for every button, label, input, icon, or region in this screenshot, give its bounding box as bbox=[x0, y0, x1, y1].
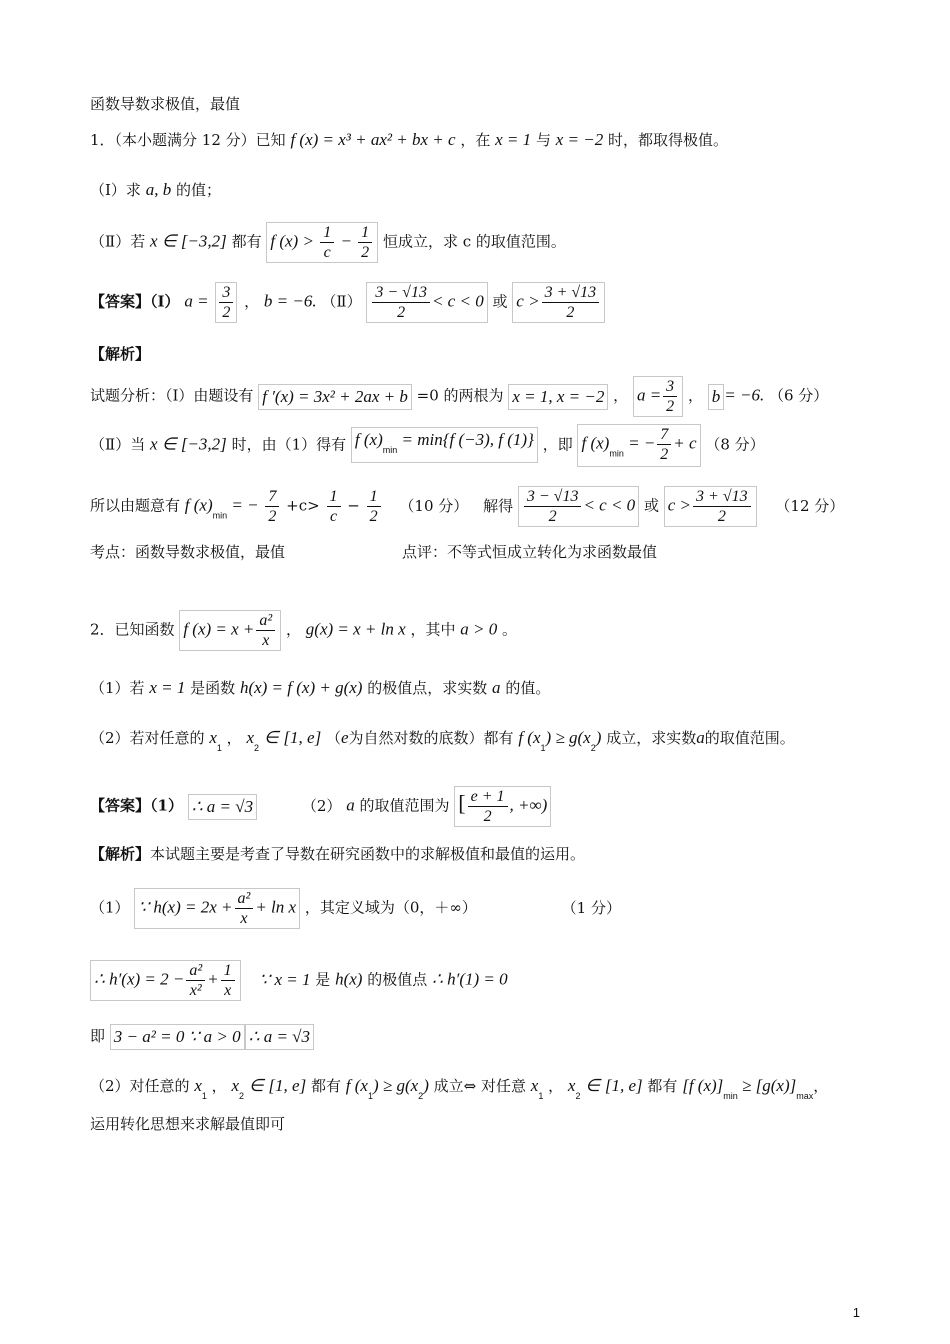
math: [1, e] bbox=[283, 728, 322, 747]
math: x ∈ [−3,2] bbox=[149, 231, 227, 251]
q2-analysis-5: 运用转化思想来求解最值即可 bbox=[90, 1115, 286, 1133]
math: f (x) = x + bbox=[183, 619, 255, 639]
math: x = 1 bbox=[495, 130, 532, 149]
text: − bbox=[347, 496, 360, 515]
math: ∵ h(x) = 2x + bbox=[138, 897, 233, 917]
math: = min{f (−3), f (1)} bbox=[397, 430, 534, 450]
math: x bbox=[530, 1076, 539, 1095]
math: f (x) = x³ + ax² + bx + c bbox=[290, 130, 456, 149]
math: h(x) bbox=[335, 969, 363, 989]
text: 。 bbox=[502, 620, 518, 639]
text: 的极值点 bbox=[367, 970, 428, 989]
math: [f (x)] bbox=[682, 1076, 724, 1095]
math: ∈ bbox=[263, 728, 279, 747]
math: x bbox=[246, 728, 255, 747]
math: [1, e] bbox=[268, 1076, 307, 1095]
text: （2） bbox=[301, 796, 342, 815]
math: ≥ bbox=[737, 1076, 756, 1095]
q2-part1 bbox=[90, 676, 550, 700]
math: ∴ h′(1) = 0 bbox=[432, 969, 508, 989]
math: f (x) bbox=[184, 495, 213, 515]
q1-answer bbox=[90, 282, 605, 323]
fraction: $\frac{7}{2}$ bbox=[265, 487, 279, 526]
text: 的取值范围。 bbox=[704, 729, 795, 747]
fraction: $\frac{e + 1}{2}$ bbox=[468, 787, 508, 826]
answer-label: 【答案】（Ⅰ） bbox=[90, 292, 180, 311]
math: a = bbox=[184, 291, 209, 311]
subscript: 1 bbox=[367, 1091, 373, 1101]
math: < c < 0 bbox=[431, 291, 484, 311]
text: +c> bbox=[286, 496, 320, 515]
math: ∵ x = 1 bbox=[259, 969, 311, 989]
subscript: 2 bbox=[239, 1091, 245, 1101]
score: （10 分） bbox=[399, 496, 469, 515]
text: ，即 bbox=[542, 435, 573, 454]
q2-analysis-3 bbox=[90, 1024, 314, 1050]
math: a bbox=[492, 678, 501, 697]
math: = − bbox=[623, 433, 656, 453]
math: ∈ bbox=[585, 1076, 601, 1095]
subscript: 1 bbox=[538, 1091, 544, 1101]
text: （Ⅱ） bbox=[321, 292, 362, 311]
text: 是 bbox=[315, 970, 331, 989]
text: 的值； bbox=[176, 181, 222, 199]
fraction: $\frac{1}{x}$ bbox=[221, 961, 235, 1000]
text: 试题分析：（Ⅰ）由题设有 bbox=[90, 386, 254, 405]
text: 1．（本小题满分 12 分）已知 bbox=[90, 131, 286, 149]
fraction: $\frac{1}{c}$ bbox=[327, 487, 341, 526]
q1-part1 bbox=[90, 178, 221, 202]
math: a, b bbox=[145, 180, 172, 199]
subscript: min bbox=[723, 1091, 738, 1101]
math: f (x) > bbox=[270, 231, 319, 251]
math: x bbox=[209, 728, 217, 747]
math: a bbox=[696, 728, 705, 747]
text: ，在 bbox=[460, 131, 491, 149]
math: c > bbox=[667, 495, 692, 515]
fraction: $\frac{1}{2}$ bbox=[367, 487, 381, 526]
text: 本试题主要是考查了导数在研究函数中的求解极值和最值的运用。 bbox=[150, 845, 586, 863]
text: 的值。 bbox=[505, 679, 551, 697]
text: 所以由题意有 bbox=[90, 496, 181, 515]
math: ) bbox=[595, 728, 602, 747]
math: ) ≥ g(x bbox=[545, 728, 591, 747]
math: f (x) bbox=[354, 430, 383, 450]
q2-analysis-1 bbox=[90, 888, 621, 929]
text: 恒成立，求 c 的取值范围。 bbox=[382, 232, 566, 251]
subscript: 1 bbox=[216, 743, 222, 753]
text: 2．已知函数 bbox=[90, 620, 175, 639]
math: , +∞) bbox=[509, 795, 548, 815]
q1-kaodian: 考点：函数导数求极值，最值 bbox=[90, 543, 286, 561]
text: 或 bbox=[643, 496, 659, 515]
subscript: min bbox=[609, 448, 624, 459]
text: ， bbox=[813, 1077, 829, 1095]
q1-analysis-3 bbox=[90, 486, 844, 528]
subscript: 2 bbox=[590, 743, 596, 753]
score: （12 分） bbox=[775, 496, 845, 515]
fraction: $\frac{1}{2}$ bbox=[358, 223, 372, 262]
text: 时，都取得极值。 bbox=[608, 131, 729, 149]
text: ， bbox=[226, 729, 242, 747]
math: + c bbox=[673, 433, 697, 453]
math: ) ≥ g(x bbox=[372, 1076, 419, 1095]
page-title: 函数导数求极值，最值 bbox=[90, 95, 241, 113]
math: x ∈ [−3,2] bbox=[149, 434, 227, 454]
fraction: $\frac{3 + √13}{2}$ bbox=[693, 487, 751, 526]
math: a bbox=[346, 795, 355, 815]
text: ， bbox=[286, 620, 302, 639]
subscript: 1 bbox=[540, 743, 546, 753]
text: 的极值点，求实数 bbox=[367, 679, 488, 697]
text: 成立，求实数 bbox=[606, 729, 697, 747]
math: − bbox=[336, 231, 357, 251]
math: f ′(x) = 3x² + 2ax + b bbox=[258, 384, 412, 410]
text: 时，由（1）得有 bbox=[231, 435, 347, 454]
text: （2）对任意的 bbox=[90, 1077, 190, 1095]
text: 的取值范围为 bbox=[359, 796, 450, 815]
subscript: min bbox=[212, 510, 228, 521]
text: ，其定义域为（0，＋∞） bbox=[304, 898, 477, 917]
math: x bbox=[567, 1076, 576, 1095]
text: 成立⇔ 对任意 bbox=[433, 1077, 526, 1095]
math: < c < 0 bbox=[583, 495, 636, 515]
q2-analysis-4 bbox=[90, 1074, 828, 1108]
q2-stem bbox=[90, 610, 517, 651]
text: ， bbox=[244, 292, 260, 311]
subscript: 1 bbox=[201, 1091, 207, 1101]
q1-stem bbox=[90, 128, 728, 152]
math: c > bbox=[516, 291, 540, 311]
text: 是函数 bbox=[190, 679, 236, 697]
math: b = −6. bbox=[263, 291, 317, 311]
math: x bbox=[194, 1076, 202, 1095]
text: 都有 bbox=[231, 232, 262, 251]
text: 或 bbox=[492, 292, 508, 311]
page-number: 1 bbox=[852, 1305, 860, 1320]
math: ∴ a = √3 bbox=[245, 1024, 314, 1050]
text: （Ⅱ）当 bbox=[90, 435, 146, 454]
fraction: $\frac{\text{a²}}{\text{x²}}$ bbox=[186, 961, 205, 1000]
fraction: $\frac{7}{2}$ bbox=[657, 425, 671, 464]
bracket-icon: [ bbox=[458, 790, 466, 816]
fraction: $\frac{\text{a²}}{x}$ bbox=[235, 889, 254, 928]
q1-jiexi-label: 【解析】 bbox=[90, 345, 151, 363]
q2-jiexi: 【解析】本试题主要是考查了导数在研究函数中的求解极值和最值的运用。 bbox=[90, 845, 586, 863]
text: ， bbox=[548, 1077, 564, 1095]
math: = −6. bbox=[724, 385, 765, 405]
fraction: $\frac{3 + √13}{2}$ bbox=[542, 283, 600, 322]
q1-analysis-1 bbox=[90, 376, 828, 417]
math: b bbox=[708, 384, 725, 410]
math: 3 − a² = 0 ∵ a > 0 bbox=[110, 1024, 245, 1050]
fraction: $\frac{3 - √13}{2}$ bbox=[524, 487, 582, 526]
math: f (x) bbox=[581, 433, 610, 453]
text: （Ⅱ）若 bbox=[90, 232, 146, 251]
subscript: 2 bbox=[575, 1091, 581, 1101]
math: [1, e] bbox=[604, 1076, 643, 1095]
math: ∴ a = √3 bbox=[188, 794, 257, 820]
math: ∴ h′(x) = 2 − bbox=[94, 969, 185, 989]
math: = − bbox=[227, 495, 259, 515]
fraction: $\frac{3}{2}$ bbox=[663, 377, 677, 416]
text: （6 分） bbox=[768, 386, 829, 405]
math: [g(x)] bbox=[755, 1076, 797, 1095]
text: ， bbox=[211, 1077, 227, 1095]
text: ， bbox=[613, 386, 629, 405]
text: 即 bbox=[90, 1027, 106, 1045]
text: （ bbox=[325, 729, 341, 747]
text: （1） bbox=[90, 898, 130, 917]
text: ，其中 bbox=[410, 620, 456, 639]
q1-analysis-2 bbox=[90, 424, 765, 467]
text: （8 分） bbox=[705, 435, 765, 454]
text: 为自然对数的底数）都有 bbox=[348, 729, 514, 747]
q2-answer bbox=[90, 786, 551, 827]
math: ∈ bbox=[248, 1076, 264, 1095]
subscript: 2 bbox=[254, 743, 260, 753]
q1-part2 bbox=[90, 222, 566, 263]
q1-dianping: 点评：不等式恒成立转化为求函数最值 bbox=[402, 543, 658, 561]
math: x = 1, x = −2 bbox=[508, 384, 608, 410]
math: x = 1 bbox=[149, 678, 186, 697]
score: （1 分） bbox=[561, 898, 621, 917]
fraction: $\frac{\text{a²}}{x}$ bbox=[256, 611, 275, 650]
subscript: 2 bbox=[418, 1091, 424, 1101]
math: x = −2 bbox=[555, 130, 604, 149]
text: 与 bbox=[535, 131, 551, 149]
subscript: min bbox=[382, 445, 398, 456]
fraction: $\frac{1}{c}$ bbox=[320, 223, 334, 262]
math: g(x) = x + ln x bbox=[305, 619, 406, 639]
text: =0 的两根为 bbox=[416, 386, 504, 405]
math: a = bbox=[636, 385, 662, 405]
text: 都有 bbox=[647, 1077, 678, 1095]
text: 都有 bbox=[310, 1077, 341, 1095]
math: f (x bbox=[518, 728, 541, 747]
text: （1）若 bbox=[90, 679, 145, 697]
math: h(x) = f (x) + g(x) bbox=[239, 678, 363, 697]
q2-part2 bbox=[90, 726, 795, 760]
math: + ln x bbox=[255, 897, 297, 917]
math: f (x bbox=[345, 1076, 368, 1095]
text: ， bbox=[687, 386, 703, 405]
text: （Ⅰ）求 bbox=[90, 181, 141, 199]
text: 解得 bbox=[483, 496, 514, 515]
answer-label: 【答案】（1） bbox=[90, 796, 183, 815]
math: a > 0 bbox=[460, 619, 498, 639]
math: x bbox=[231, 1076, 240, 1095]
fraction: $\frac{3 - √13}{2}$ bbox=[372, 283, 430, 322]
q2-analysis-2 bbox=[90, 960, 508, 1001]
math: e bbox=[340, 728, 349, 747]
subscript: max bbox=[796, 1091, 814, 1101]
math: ) bbox=[423, 1076, 429, 1095]
text: （2）若对任意的 bbox=[90, 729, 205, 747]
math: + bbox=[207, 969, 219, 989]
fraction: $\frac{3}{2}$ bbox=[215, 282, 237, 323]
